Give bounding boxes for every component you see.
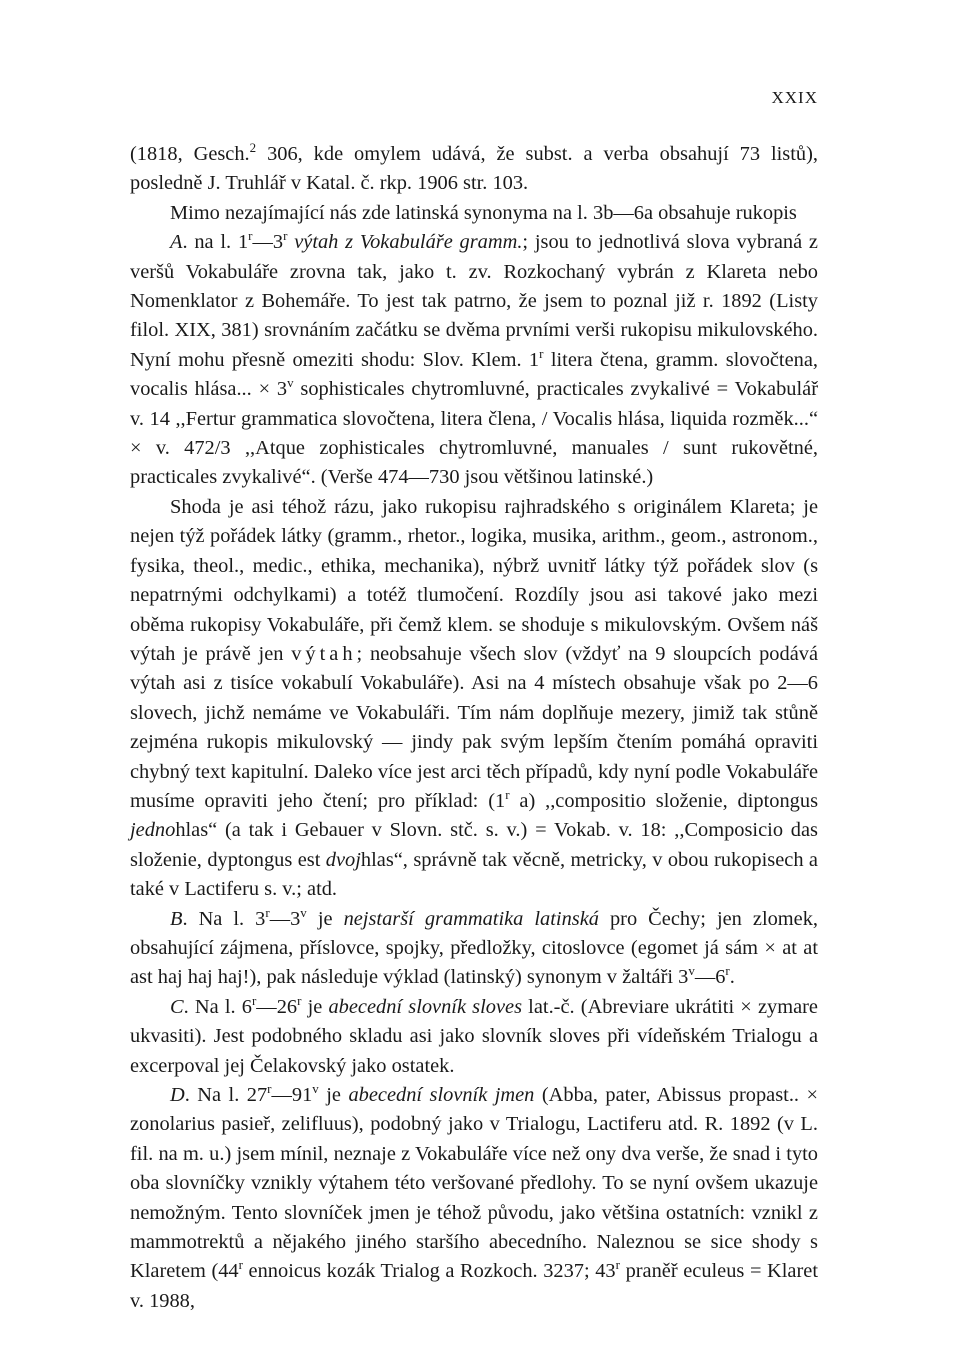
text-run: je: [306, 907, 344, 930]
italic-text: dvoj: [325, 848, 361, 871]
italic-text: C: [170, 995, 184, 1018]
text-run: (Abba, pater, Abissus propast.. × zonolarius pasieř, zelifluus), podobný jako v Trialogu, Lactiferu atd. R. 1892 (v L. fil. na m. u.) jsem mínil, neznaje z Vokabuláře více než ony dva verše, že snad i tyto oba slovníčky vznikly výtahem této veršované předlohy. To se nyní ovšem ukazuje nemožným. Tento slovníček jmen je téhož původu, jako většina ostatních: vznikl z mammotrektů a nějakého jiného staršího abecedního. Naleznou se sice shody s Klaretem (44: [130, 1084, 818, 1283]
text-run: Mimo nezajímající nás zde latinská synonyma na l. 3b—6a obsahuje rukopis: [170, 201, 797, 224]
text-run: —26: [256, 995, 298, 1018]
text-run: výtah: [291, 642, 357, 665]
text-run: je: [318, 1084, 349, 1106]
superscript: r: [539, 346, 544, 362]
italic-text: abecední slovník sloves: [328, 995, 523, 1018]
superscript: v: [688, 963, 695, 979]
text-run: praněř eculeus = Klaret v. 1988,: [130, 1260, 818, 1312]
superscript: v: [300, 904, 307, 920]
superscript: v: [312, 1081, 319, 1097]
paragraph: [130, 493, 818, 905]
text-run: —3: [269, 907, 301, 930]
text-run: pro Čechy; jen zlomek, obsahující zájmena, příslovce, spojky, předložky, citoslovce (egomet já sám × at at ast haj haj haj!), pak následuje výklad (latinský) synonym v žaltáři 3: [130, 907, 819, 989]
text-run: hlas“, správně tak věcně, metricky, v obou rukopisech a také v Lactiferu s. v.; atd.: [130, 848, 818, 901]
paragraph: [130, 199, 818, 228]
paragraph: [130, 1081, 818, 1316]
superscript: r: [238, 1257, 243, 1273]
text-run: ; jsou to jednotlivá slova vybraná z veršů Vokabuláře zrovna tak, jako t. zv. Rozkochaný vybrán z Klareta nebo Nomenklator z Bohemáře. To jest tak patrno, že jsem to poznal již r. 1892 (Listy filol. XIX, 381) srovnáním začátku se dvěma prvními verši rukopisu mikulovského. Nyní mohu přesně omeziti shodu: Slov. Klem. 1: [130, 231, 818, 371]
text-run: je: [301, 995, 329, 1018]
text-run: ; neobsahuje všech slov (vždyť na 9 sloupcích podává výtah asi z tisíce vokabulí Vokabuláře). Asi na 4 místech obsahuje však po 2—6 slovech, jichž nemáme ve Vokabuláři. Tím nám doplňuje mezery, jimiž tak stůně zejména rukopis mikulovský — jindy pak svým lepším čtením pomáhá opraviti chybný text kapitulní. Daleko více jest arci těch případů, kdy nyní podle Vokabuláře musíme opraviti jeho čtení; pro příklad: (1: [130, 642, 818, 812]
text-run: litera čtena, gramm. slovočtena, vocalis hlása... × 3: [130, 348, 818, 401]
superscript: 2: [249, 140, 257, 156]
superscript: r: [615, 1257, 620, 1273]
text-run: —6: [694, 966, 726, 989]
text-run: .: [729, 966, 735, 989]
italic-text: výtah z Vokabuláře gramm.: [294, 231, 523, 254]
superscript: r: [267, 1081, 272, 1097]
italic-text: jedno: [130, 819, 176, 842]
superscript: r: [283, 228, 288, 244]
text-run: hlas“ (a tak i Gebauer v Slovn. stč. s. v.) = Vokab. v. 18: ,,Composicio das složenie, dyptongus est: [130, 819, 818, 871]
text-run: . Na l. 3: [182, 907, 266, 930]
superscript: r: [725, 963, 730, 979]
paragraph: [130, 905, 818, 993]
text-run: ennoicus kozák Trialog a Rozkoch. 3237; 43: [242, 1260, 616, 1283]
superscript: r: [251, 992, 257, 1008]
text-run: 306, kde omylem udává, že subst. a verba obsahují 73 listů), posledně J. Truhlář v Katal. č. rkp. 1906 str. 103.: [130, 143, 818, 195]
text-run: sophisticales chytromluvné, practicales zvykalivé = Vokabulář v. 14 ,,Fertur grammatica slovočtena, litera člena, / Vocalis hlása, liquida rozměk...“ × v. 472/3 ,,Atque zophisticales chytromluvné, manuales / sunt rukovětné, practicales zvykalivé“. (Verše 474—730 jsou většinou latinské.): [130, 378, 818, 489]
text-run: a) ,,compositio složenie, diptongus: [509, 789, 818, 812]
text-run: —3: [252, 231, 284, 254]
text-run: . na l. 1: [182, 231, 249, 254]
superscript: r: [265, 904, 270, 920]
text-run: (1818, Gesch.: [130, 143, 250, 165]
italic-text: B: [170, 907, 183, 930]
text-run: . Na l. 6: [183, 995, 252, 1018]
italic-text: A: [170, 231, 183, 254]
page-number: XXIX: [771, 88, 818, 107]
superscript: r: [248, 228, 253, 244]
superscript: r: [297, 992, 302, 1008]
superscript: v: [287, 375, 294, 391]
text-run: —91: [271, 1084, 313, 1106]
paragraph: [130, 993, 818, 1081]
paragraph: [130, 140, 818, 199]
italic-text: nejstarší grammatika latinská: [343, 907, 599, 930]
superscript: r: [505, 787, 510, 803]
text-run: . Na l. 27: [184, 1084, 268, 1106]
paragraph: [130, 228, 818, 493]
italic-text: abecední slovník jmen: [348, 1084, 535, 1106]
text-run: Shoda je asi téhož rázu, jako rukopisu rajhradského s originálem Klareta; je nejen týž pořádek látky (gramm., rhetor., logika, musika, arithm., geom., astronom., fysika, theol., medic., ethika, mechanika), nýbrž uvnitř látky týž pořádek slov (s nepatrnými odchylkami) a totéž tlumočení. Rozdíly jsou asi takové jako mezi oběma rukopisy Vokabuláře, při čemž klem. se shoduje s mikulovským. Ovšem náš výtah je právě jen: [130, 495, 818, 665]
body-text: [130, 140, 818, 1316]
text-run: lat.-č. (Abreviare ukrátiti × zymare ukvasiti). Jest podobného skladu asi jako slovník sloves při vídeňském Trialogu a excerpoval jej Čelakovský jako ostatek.: [130, 995, 818, 1077]
italic-text: D: [170, 1084, 185, 1106]
